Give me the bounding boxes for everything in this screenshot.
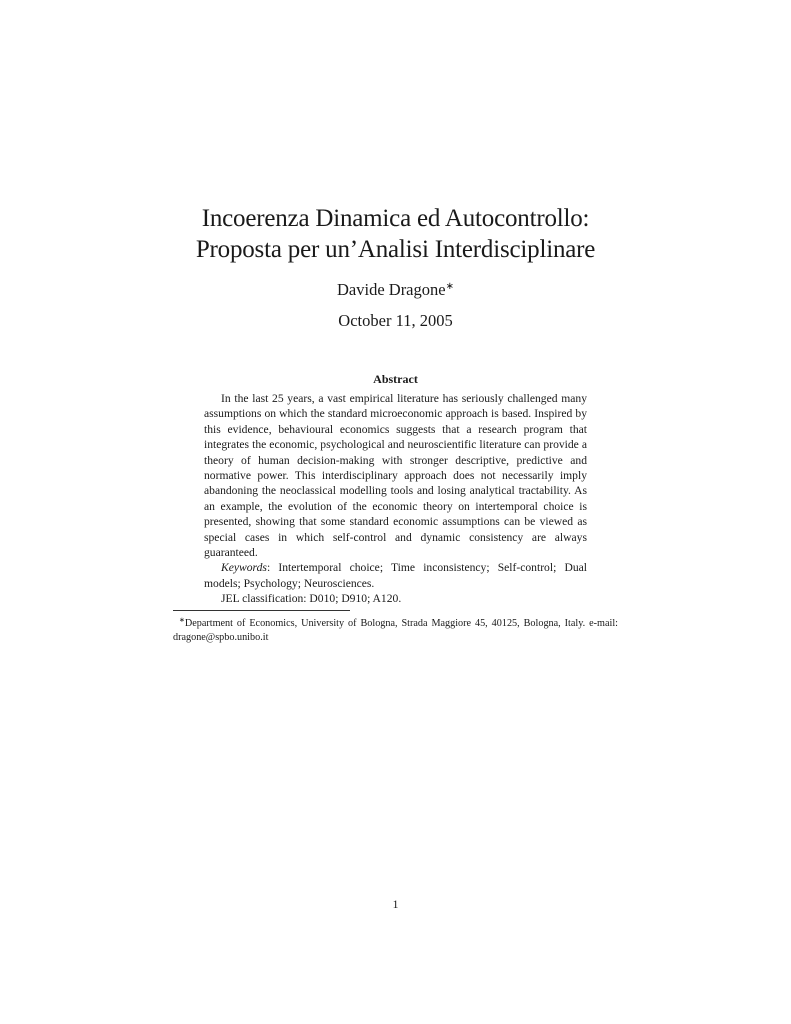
abstract-heading: Abstract — [373, 372, 418, 386]
footnote — [173, 614, 618, 644]
abstract-body — [204, 391, 587, 607]
footnote-mark: ∗ — [179, 616, 185, 624]
title-line-1: Incoerenza Dinamica ed Autocontrollo: — [201, 205, 590, 232]
paper-date: October 11, 2005 — [338, 311, 453, 330]
keywords-paragraph — [204, 560, 587, 591]
author-line — [0, 280, 791, 300]
keywords-text: : Intertemporal choice; Time inconsistency; Self-control; Dual models; Psychology; Neurosciences. — [204, 561, 587, 590]
title-line-2: Proposta per un’Analisi Interdisciplinare — [195, 236, 596, 263]
paper-title — [0, 203, 791, 265]
abstract-paragraph: In the last 25 years, a vast empirical literature has seriously challenged many assumptions on which the standard microeconomic approach is based. Inspired by this evidence, behavioural economics suggests that a research program that integrates the economic, psychological and neuroscientific literature can provide a theory of human decision-making with stronger descriptive, predictive and normative power. This interdisciplinary approach does not necessarily imply abandoning the neoclassical modelling tools and losing analytical tractability. As an example, the evolution of the economic theory on intertemporal choice is presented, showing that some standard economic assumptions can be viewed as special cases in which self-control and dynamic consistency are always guaranteed. — [204, 392, 587, 560]
author-name: Davide Dragone — [337, 280, 446, 299]
page-number: 1 — [392, 897, 399, 911]
author-footnote-mark: ∗ — [445, 281, 454, 292]
footnote-text: Department of Economics, University of Bologna, Strada Maggiore 45, 40125, Bologna, Italy. e-mail: dragone@spbo.unibo.it — [173, 618, 618, 643]
keywords-label: Keywords — [221, 561, 267, 575]
footnote-divider — [173, 610, 350, 611]
jel-classification: JEL classification: D010; D910; A120. — [221, 592, 402, 606]
